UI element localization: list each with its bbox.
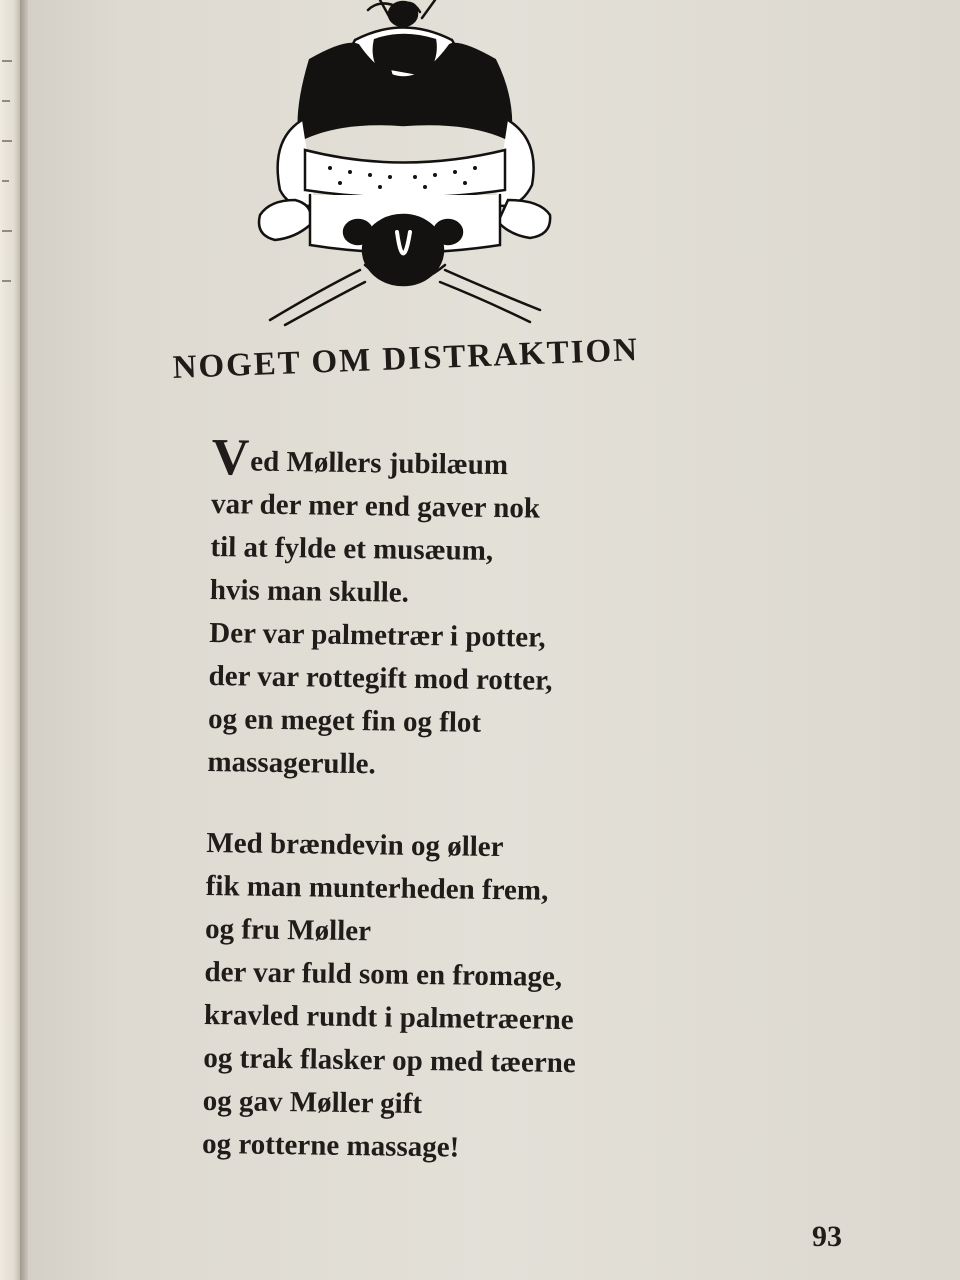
poem-line: og rotterne massage!	[201, 1127, 460, 1164]
stanza-1	[207, 429, 732, 791]
poem-title: NOGET OM DISTRAKTION	[172, 332, 640, 386]
poem-line: hvis man skulle.	[209, 573, 410, 609]
poem-line: der var fuld som en fromage,	[204, 955, 563, 993]
poem-line: Med brændevin og øller	[206, 826, 504, 864]
poem-body	[201, 429, 732, 1211]
first-line-text: ed Møllers jubilæum	[250, 445, 509, 482]
poem-line: massagerulle.	[207, 745, 377, 781]
poem-line: til at fylde et musæum,	[210, 530, 494, 567]
poem-line: fik man munterheden frem,	[205, 869, 549, 907]
drop-cap: V	[211, 429, 250, 487]
poem-line: Der var palmetrær i potter,	[209, 616, 546, 654]
poem-line: der var rottegift mod rotter,	[208, 659, 553, 697]
poem-line: kravled rundt i palmetræerne	[203, 998, 574, 1037]
poem-line	[211, 429, 732, 490]
previous-page-edge	[0, 0, 22, 1280]
stanza-2	[202, 822, 727, 1173]
poem-line: og fru Møller	[204, 912, 372, 948]
book-gutter	[20, 0, 28, 1280]
poem-line: og trak flasker op med tæerne	[203, 1041, 576, 1080]
woman-and-mouse-illustration	[240, 0, 570, 335]
poem-line: og gav Møller gift	[202, 1084, 423, 1120]
poem-line: var der mer end gaver nok	[210, 487, 541, 525]
poem-line: og en meget fin og flot	[207, 702, 482, 739]
page-number: 93	[812, 1220, 842, 1253]
